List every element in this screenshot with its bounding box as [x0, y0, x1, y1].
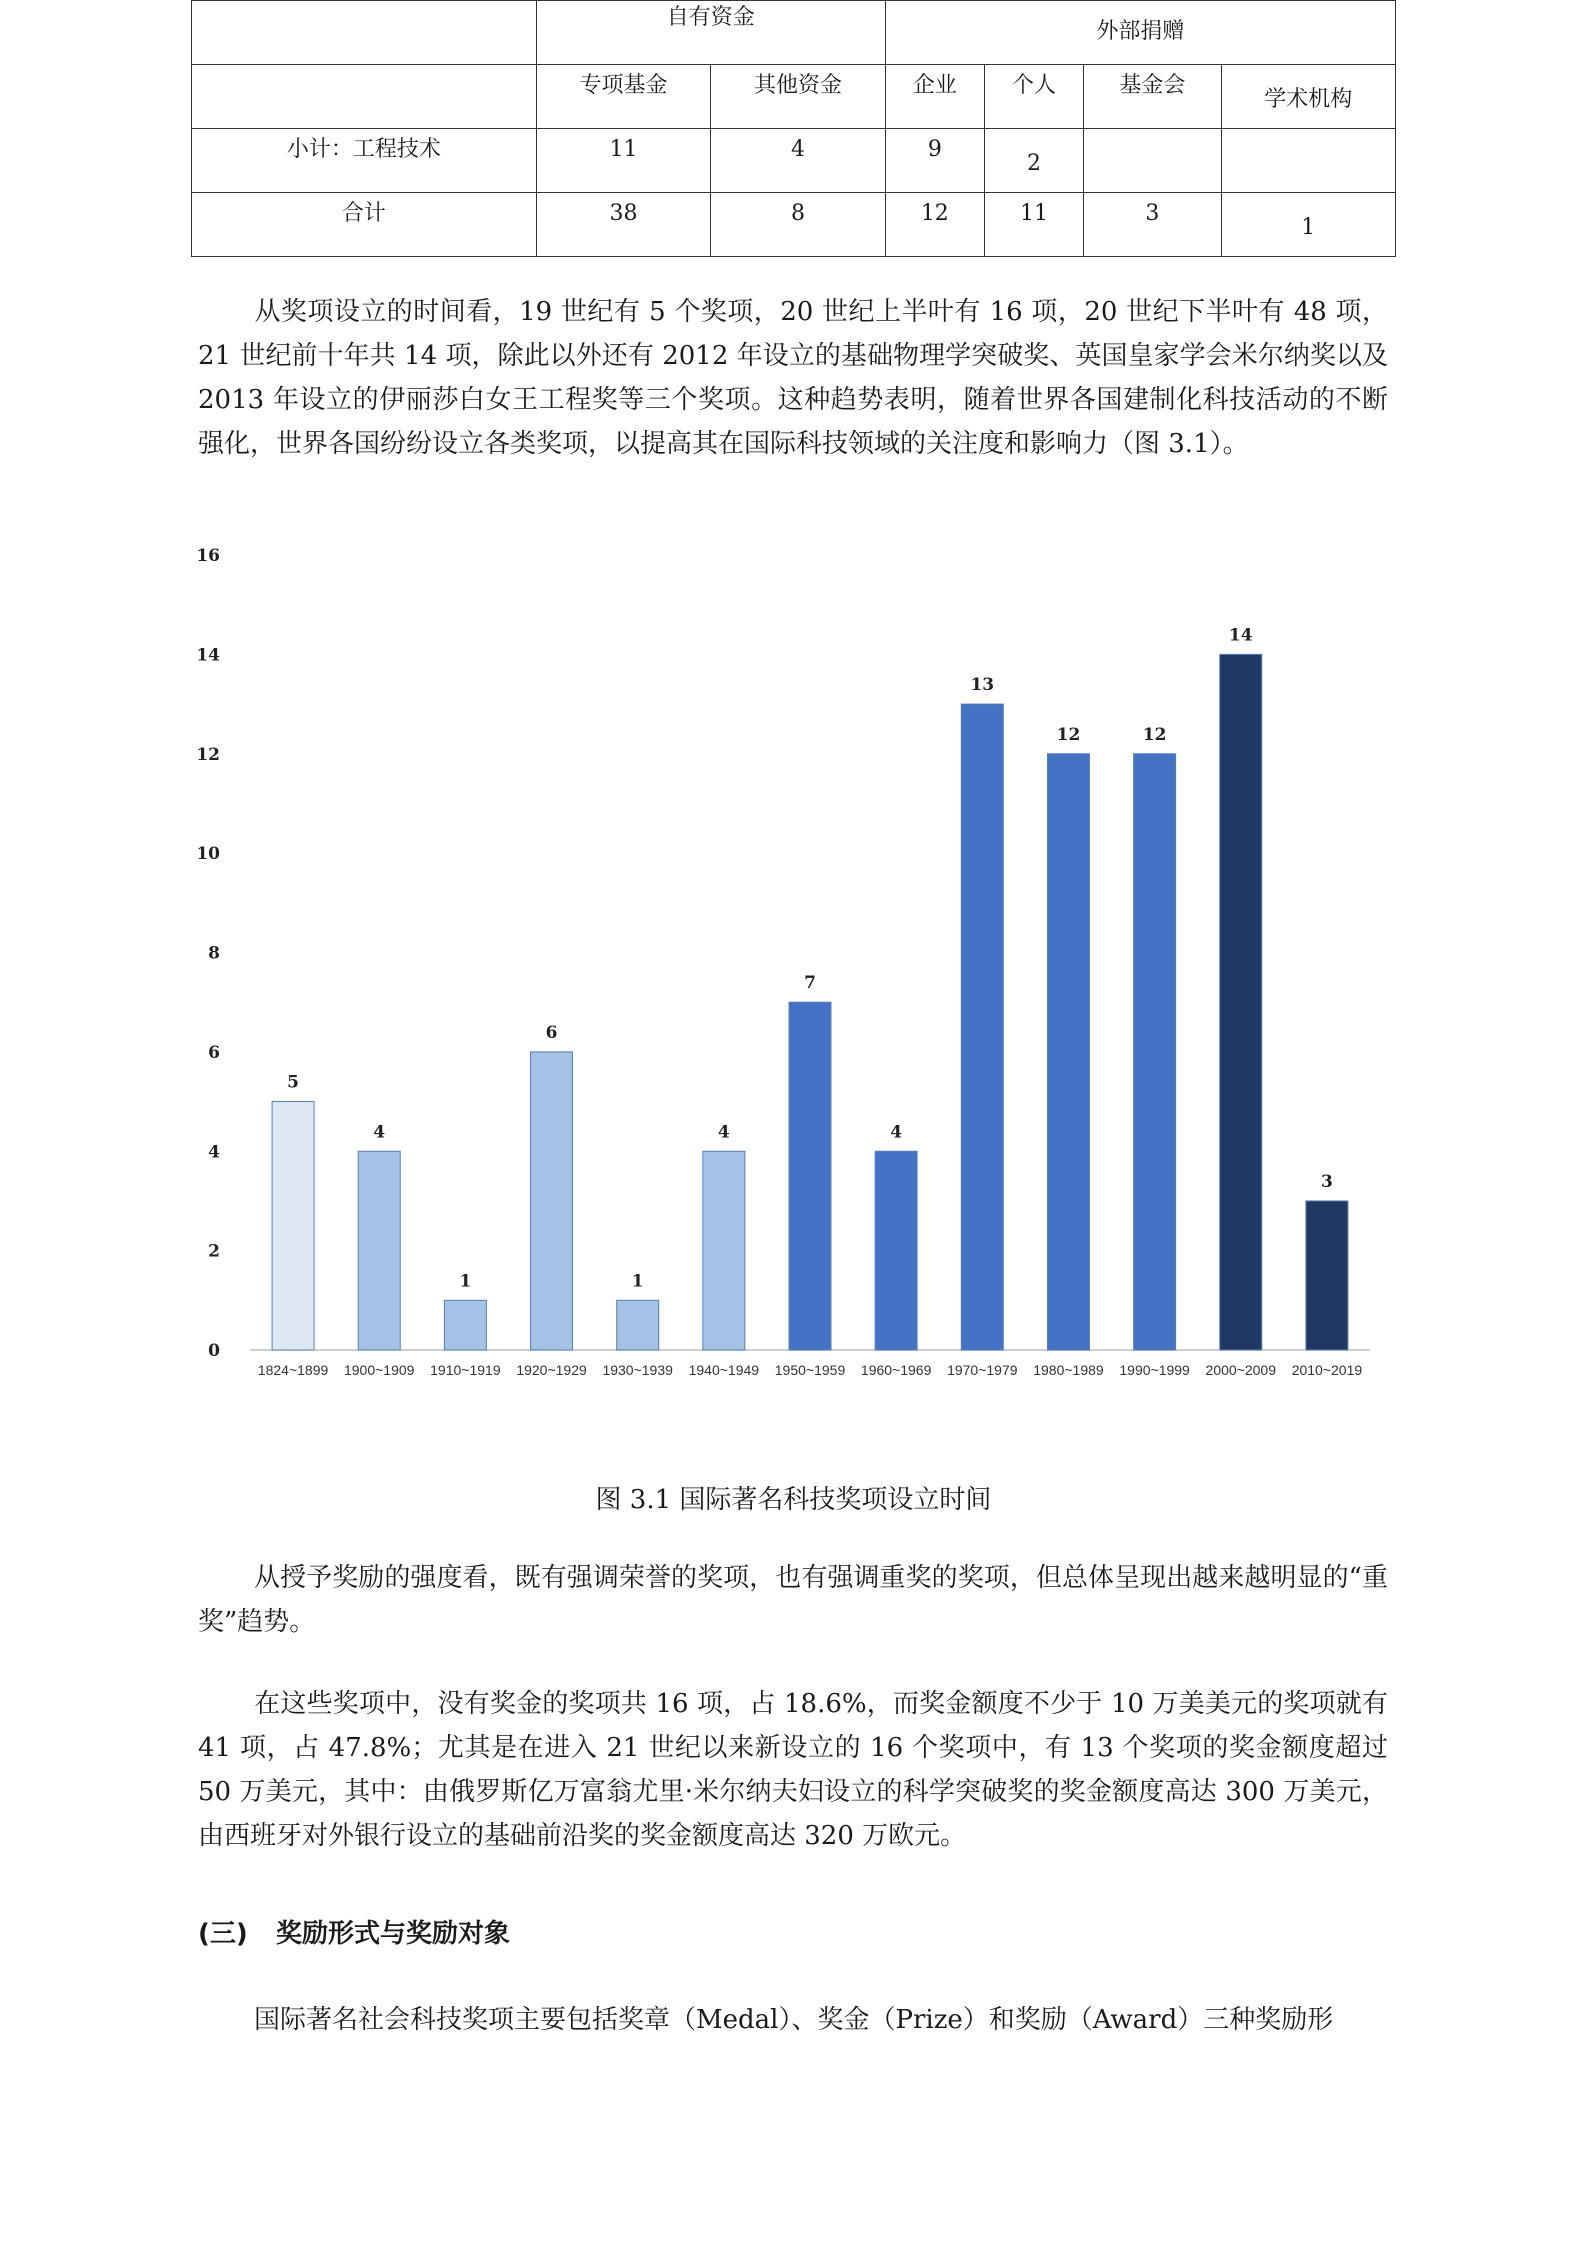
x-tick-label: 1910~1919: [430, 1362, 501, 1378]
table-row: [192, 193, 1396, 257]
x-tick-label: 2010~2019: [1291, 1362, 1363, 1378]
section-number: (三): [198, 1919, 248, 1949]
bar: [789, 1002, 831, 1350]
data-label: 12: [1056, 724, 1081, 745]
y-tick-label: 14: [196, 645, 220, 666]
table-cell: 11: [536, 129, 710, 193]
table-cell: 2: [984, 129, 1083, 193]
y-tick-label: 8: [208, 943, 220, 964]
figure-caption: 图 3.1 国际著名科技奖项设立时间: [595, 1485, 992, 1515]
x-tick-label: 1980~1989: [1033, 1362, 1104, 1378]
data-label: 12: [1142, 724, 1167, 745]
table-cell: 12: [885, 193, 984, 257]
data-label: 1: [631, 1271, 644, 1292]
x-tick-label: 1900~1909: [343, 1362, 415, 1378]
data-label: 13: [970, 675, 995, 696]
table-cell: [1084, 129, 1221, 193]
data-label: 4: [890, 1122, 903, 1143]
table-row-label: 合计: [192, 193, 537, 257]
bar: [961, 704, 1003, 1350]
data-label: 4: [717, 1122, 730, 1143]
table-row-label: 小计：工程技术: [192, 129, 537, 193]
table-header-row: [192, 1, 1396, 65]
y-tick-label: 12: [196, 744, 220, 765]
y-tick-label: 2: [208, 1241, 220, 1262]
x-tick-label: 1920~1929: [516, 1362, 587, 1378]
y-tick-label: 16: [196, 546, 220, 566]
table-column-header: 企业: [885, 65, 984, 129]
paragraph-award-forms: 国际著名社会科技奖项主要包括奖章（Medal）、奖金（Prize）和奖励（Award）三种奖励形: [254, 2005, 1334, 2035]
bar: [617, 1300, 659, 1350]
table-cell: [1221, 129, 1396, 193]
bar: [444, 1300, 486, 1350]
x-tick-label: 1930~1939: [602, 1362, 673, 1378]
data-label: 14: [1228, 625, 1253, 646]
data-label: 6: [545, 1022, 558, 1043]
table-corner-cell: [192, 65, 537, 129]
bar: [875, 1151, 917, 1350]
x-tick-label: 1990~1999: [1119, 1362, 1190, 1378]
x-tick-label: 2000~2009: [1205, 1362, 1277, 1378]
x-tick-label: 1950~1959: [774, 1362, 846, 1378]
table-column-header: 基金会: [1084, 65, 1221, 129]
section-title: 奖励形式与奖励对象: [276, 1919, 511, 1949]
data-label: 3: [1321, 1171, 1333, 1192]
bar: [1047, 754, 1089, 1350]
table-cell: 38: [536, 193, 710, 257]
x-tick-label: 1940~1949: [688, 1362, 760, 1378]
table-cell: 8: [711, 193, 885, 257]
bar: [703, 1151, 745, 1350]
bar: [272, 1102, 314, 1350]
paragraph-establishment-time: 从奖项设立的时间看，19 世纪有 5 个奖项，20 世纪上半叶有 16 项，20 世纪下半叶有 48 项，21 世纪前十年共 14 项，除此以外还有 2012 年设立的基础物理学突破奖、英国皇家学会米尔纳奖以及 2013 年设立的伊丽莎白女王工程奖等三个奖项。这种趋势表明，随着世界各国建制化科技活动的不断强化，世界各国纷纷设立各类奖项，以提高其在国际科技领域的关注度和影响力（图 3.1）。: [198, 297, 1388, 459]
table-subheader-row: [192, 65, 1396, 129]
data-label: 1: [459, 1271, 472, 1292]
bar: [1134, 754, 1176, 1350]
paragraph-award-intensity: 从授予奖励的强度看，既有强调荣誉的奖项，也有强调重奖的奖项，但总体呈现出越来越明显的“重奖”趋势。: [198, 1563, 1388, 1637]
data-label: 7: [804, 973, 816, 994]
y-tick-label: 10: [196, 844, 220, 865]
bar: [358, 1151, 400, 1350]
y-tick-label: 6: [208, 1042, 220, 1063]
table-cell: 11: [984, 193, 1083, 257]
table-group-header: 自有资金: [536, 1, 885, 65]
x-tick-label: 1960~1969: [860, 1362, 932, 1378]
table-column-header: 其他资金: [711, 65, 885, 129]
table-cell: 9: [885, 129, 984, 193]
table-column-header: 专项基金: [536, 65, 710, 129]
paragraph-prize-amounts: 在这些奖项中，没有奖金的奖项共 16 项，占 18.6%，而奖金额度不少于 10 万美美元的奖项就有 41 项，占 47.8%；尤其是在进入 21 世纪以来新设立的 16 个奖项中，有 13 个奖项的奖金额度超过 50 万美元，其中：由俄罗斯亿万富翁尤里·米尔纳夫妇设立的科学突破奖的奖金额度高达 300 万美元，由西班牙对外银行设立的基础前沿奖的奖金额度高达 320 万欧元。: [198, 1689, 1388, 1851]
bar: [1220, 654, 1262, 1350]
table-column-header: 学术机构: [1221, 65, 1396, 129]
funding-table: [191, 0, 1396, 257]
x-tick-label: 1824~1899: [257, 1362, 329, 1378]
section-heading: [198, 1914, 510, 1954]
table-cell: 1: [1221, 193, 1396, 257]
table-cell: 3: [1084, 193, 1221, 257]
table-group-header: 外部捐赠: [885, 1, 1395, 65]
table-corner-cell: [192, 1, 537, 65]
data-label: 5: [287, 1072, 299, 1093]
y-tick-label: 4: [208, 1142, 220, 1163]
bar: [531, 1052, 573, 1350]
table-cell: 4: [711, 129, 885, 193]
bar: [1306, 1201, 1348, 1350]
data-label: 4: [373, 1122, 386, 1143]
table-column-header: 个人: [984, 65, 1083, 129]
y-tick-label: 0: [208, 1341, 220, 1361]
establishment-time-bar-chart: [190, 535, 1380, 1390]
x-tick-label: 1970~1979: [947, 1362, 1018, 1378]
table-row: [192, 129, 1396, 193]
